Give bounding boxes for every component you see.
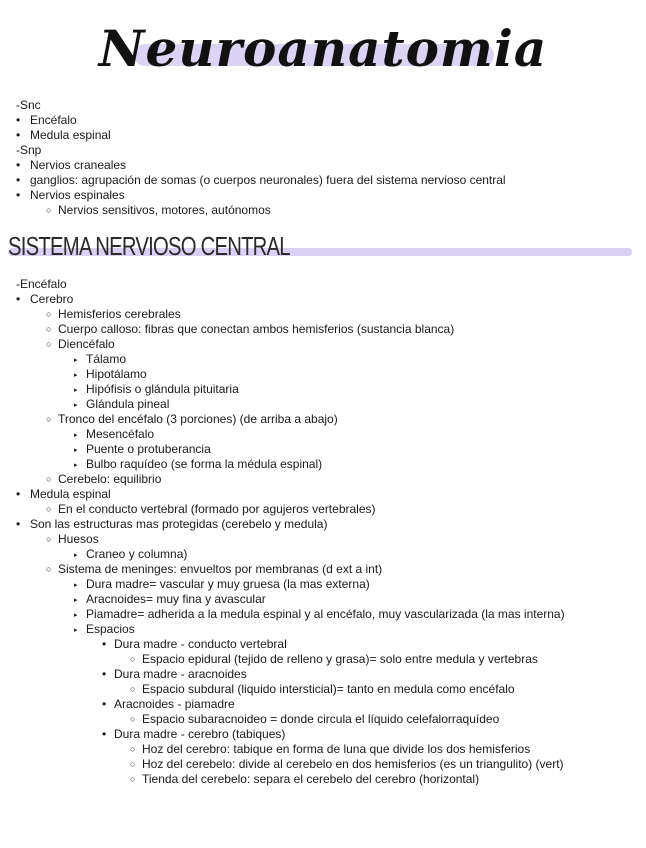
outline-item-text: Hipófisis o glándula pituitaria bbox=[86, 382, 239, 396]
bullet-circle-icon: ○ bbox=[46, 474, 52, 484]
outline-item-text: Hipotálamo bbox=[86, 367, 147, 381]
bullet-triangle-icon: ▸ bbox=[74, 387, 78, 394]
outline-item-text: ganglios: agrupación de somas (o cuerpos neuronales) fuera del sistema nervioso central bbox=[30, 173, 506, 187]
outline-item-text: Glándula pineal bbox=[86, 397, 170, 411]
section-header bbox=[0, 229, 646, 269]
outline-item-text: Medula espinal bbox=[30, 487, 111, 501]
outline-item-text: Hoz del cerebelo: divide al cerebelo en dos hemisferios (es un triangulito) (vert) bbox=[142, 757, 564, 771]
bullet-circle-icon: ○ bbox=[130, 714, 136, 724]
bullet-triangle-icon: ▸ bbox=[74, 447, 78, 454]
outline-item-text: Mesencéfalo bbox=[86, 427, 155, 441]
outline-item-text: Nervios sensitivos, motores, autónomos bbox=[58, 203, 271, 217]
outline-item-text: -Snc bbox=[16, 98, 41, 112]
bullet-circle-icon: ○ bbox=[130, 774, 136, 784]
bullet-dot-icon: • bbox=[16, 517, 21, 531]
outline-item-text: Sistema de meninges: envueltos por membranas (d ext a int) bbox=[58, 562, 383, 576]
section-title: SISTEMA NERVIOSO CENTRAL bbox=[8, 231, 290, 261]
outline-item-text: Hoz del cerebro: tabique en forma de luna que divide los dos hemisferios bbox=[142, 742, 531, 756]
bullet-dot-icon: • bbox=[16, 158, 21, 172]
outline-item-text: Dura madre= vascular y muy gruesa (la mas externa) bbox=[86, 577, 370, 591]
bullet-triangle-icon: ▸ bbox=[74, 357, 78, 364]
outline-item-text: Encéfalo bbox=[30, 113, 77, 127]
outline-item-text: Espacios bbox=[86, 622, 135, 636]
bullet-dot-icon: • bbox=[16, 292, 21, 306]
bullet-circle-icon: ○ bbox=[46, 324, 52, 334]
bullet-triangle-icon: ▸ bbox=[74, 612, 78, 619]
outline-item-text: En el conducto vertebral (formado por agujeros vertebrales) bbox=[58, 502, 376, 516]
bullet-dot-icon: • bbox=[16, 188, 21, 202]
outline-item-text: Cerebro bbox=[30, 292, 74, 306]
bullet-circle-icon: ○ bbox=[46, 339, 52, 349]
outline-item-text: Huesos bbox=[58, 532, 99, 546]
bullet-dot-icon: • bbox=[16, 128, 21, 142]
bullet-circle-icon: ○ bbox=[46, 414, 52, 424]
outline-item-text: Dura madre - conducto vertebral bbox=[114, 637, 287, 651]
outline-item-text: Espacio subaracnoideo = donde circula el líquido celefalorraquídeo bbox=[142, 712, 500, 726]
bullet-circle-icon: ○ bbox=[46, 309, 52, 319]
bullet-triangle-icon: ▸ bbox=[74, 402, 78, 409]
bullet-dot-icon: • bbox=[16, 173, 21, 187]
bullet-dot-icon: • bbox=[102, 667, 107, 681]
outline-item-text: Nervios craneales bbox=[30, 158, 127, 172]
bullet-dot-icon: • bbox=[102, 697, 107, 711]
outline-item-text: Cerebelo: equilibrio bbox=[58, 472, 162, 486]
outline-item-text: Aracnoides - piamadre bbox=[114, 697, 235, 711]
bullet-triangle-icon: ▸ bbox=[74, 582, 78, 589]
bullet-dot-icon: • bbox=[16, 487, 21, 501]
outline-item-text: Piamadre= adherida a la medula espinal y al encéfalo, muy vascularizada (la mas interna) bbox=[86, 607, 565, 621]
outline-item-text: Dura madre - aracnoides bbox=[114, 667, 247, 681]
bullet-triangle-icon: ▸ bbox=[74, 627, 78, 634]
outline-item-text: Craneo y columna) bbox=[86, 547, 188, 561]
bullet-triangle-icon: ▸ bbox=[74, 597, 78, 604]
bullet-circle-icon: ○ bbox=[130, 759, 136, 769]
bullet-triangle-icon: ▸ bbox=[74, 462, 78, 469]
outline-item-text: Cuerpo calloso: fibras que conectan ambos hemisferios (sustancia blanca) bbox=[58, 322, 455, 336]
outline-item-text: -Snp bbox=[16, 143, 42, 157]
page-title: Neuroanatomia bbox=[98, 19, 548, 78]
outline-item-text: Medula espinal bbox=[30, 128, 111, 142]
outline-item-text: Son las estructuras mas protegidas (cerebelo y medula) bbox=[30, 517, 328, 531]
outline-item-text: Espacio subdural (liquido intersticial)= tanto en medula como encéfalo bbox=[142, 682, 515, 696]
outline-item-text: Diencéfalo bbox=[58, 337, 115, 351]
bullet-circle-icon: ○ bbox=[46, 504, 52, 514]
title-area bbox=[0, 14, 646, 94]
bullet-triangle-icon: ▸ bbox=[74, 432, 78, 439]
bullet-circle-icon: ○ bbox=[46, 534, 52, 544]
outline-item-text: -Encéfalo bbox=[16, 277, 67, 291]
outline-item-text: Bulbo raquídeo (se forma la médula espinal) bbox=[86, 457, 323, 471]
outline-item-text: Tienda del cerebelo: separa el cerebelo del cerebro (horizontal) bbox=[142, 772, 480, 786]
bullet-circle-icon: ○ bbox=[46, 564, 52, 574]
bullet-triangle-icon: ▸ bbox=[74, 372, 78, 379]
outline-item-text: Tronco del encéfalo (3 porciones) (de arriba a abajo) bbox=[58, 412, 338, 426]
bullet-circle-icon: ○ bbox=[46, 205, 52, 215]
outline-item-text: Hemisferios cerebrales bbox=[58, 307, 181, 321]
outline-item-text: Dura madre - cerebro (tabiques) bbox=[114, 727, 286, 741]
outline-item-text: Espacio epidural (tejido de relleno y grasa)= solo entre medula y vertebras bbox=[142, 652, 538, 666]
outline-item-text: Tálamo bbox=[86, 352, 127, 366]
outline-item-text: Puente o protuberancia bbox=[86, 442, 211, 456]
bullet-dot-icon: • bbox=[102, 637, 107, 651]
bullet-circle-icon: ○ bbox=[130, 744, 136, 754]
outline-item-text: Aracnoides= muy fina y avascular bbox=[86, 592, 266, 606]
bullet-triangle-icon: ▸ bbox=[74, 552, 78, 559]
bullet-dot-icon: • bbox=[16, 113, 21, 127]
bullet-dot-icon: • bbox=[102, 727, 107, 741]
bullet-circle-icon: ○ bbox=[130, 684, 136, 694]
bullet-circle-icon: ○ bbox=[130, 654, 136, 664]
outline-item-text: Nervios espinales bbox=[30, 188, 125, 202]
